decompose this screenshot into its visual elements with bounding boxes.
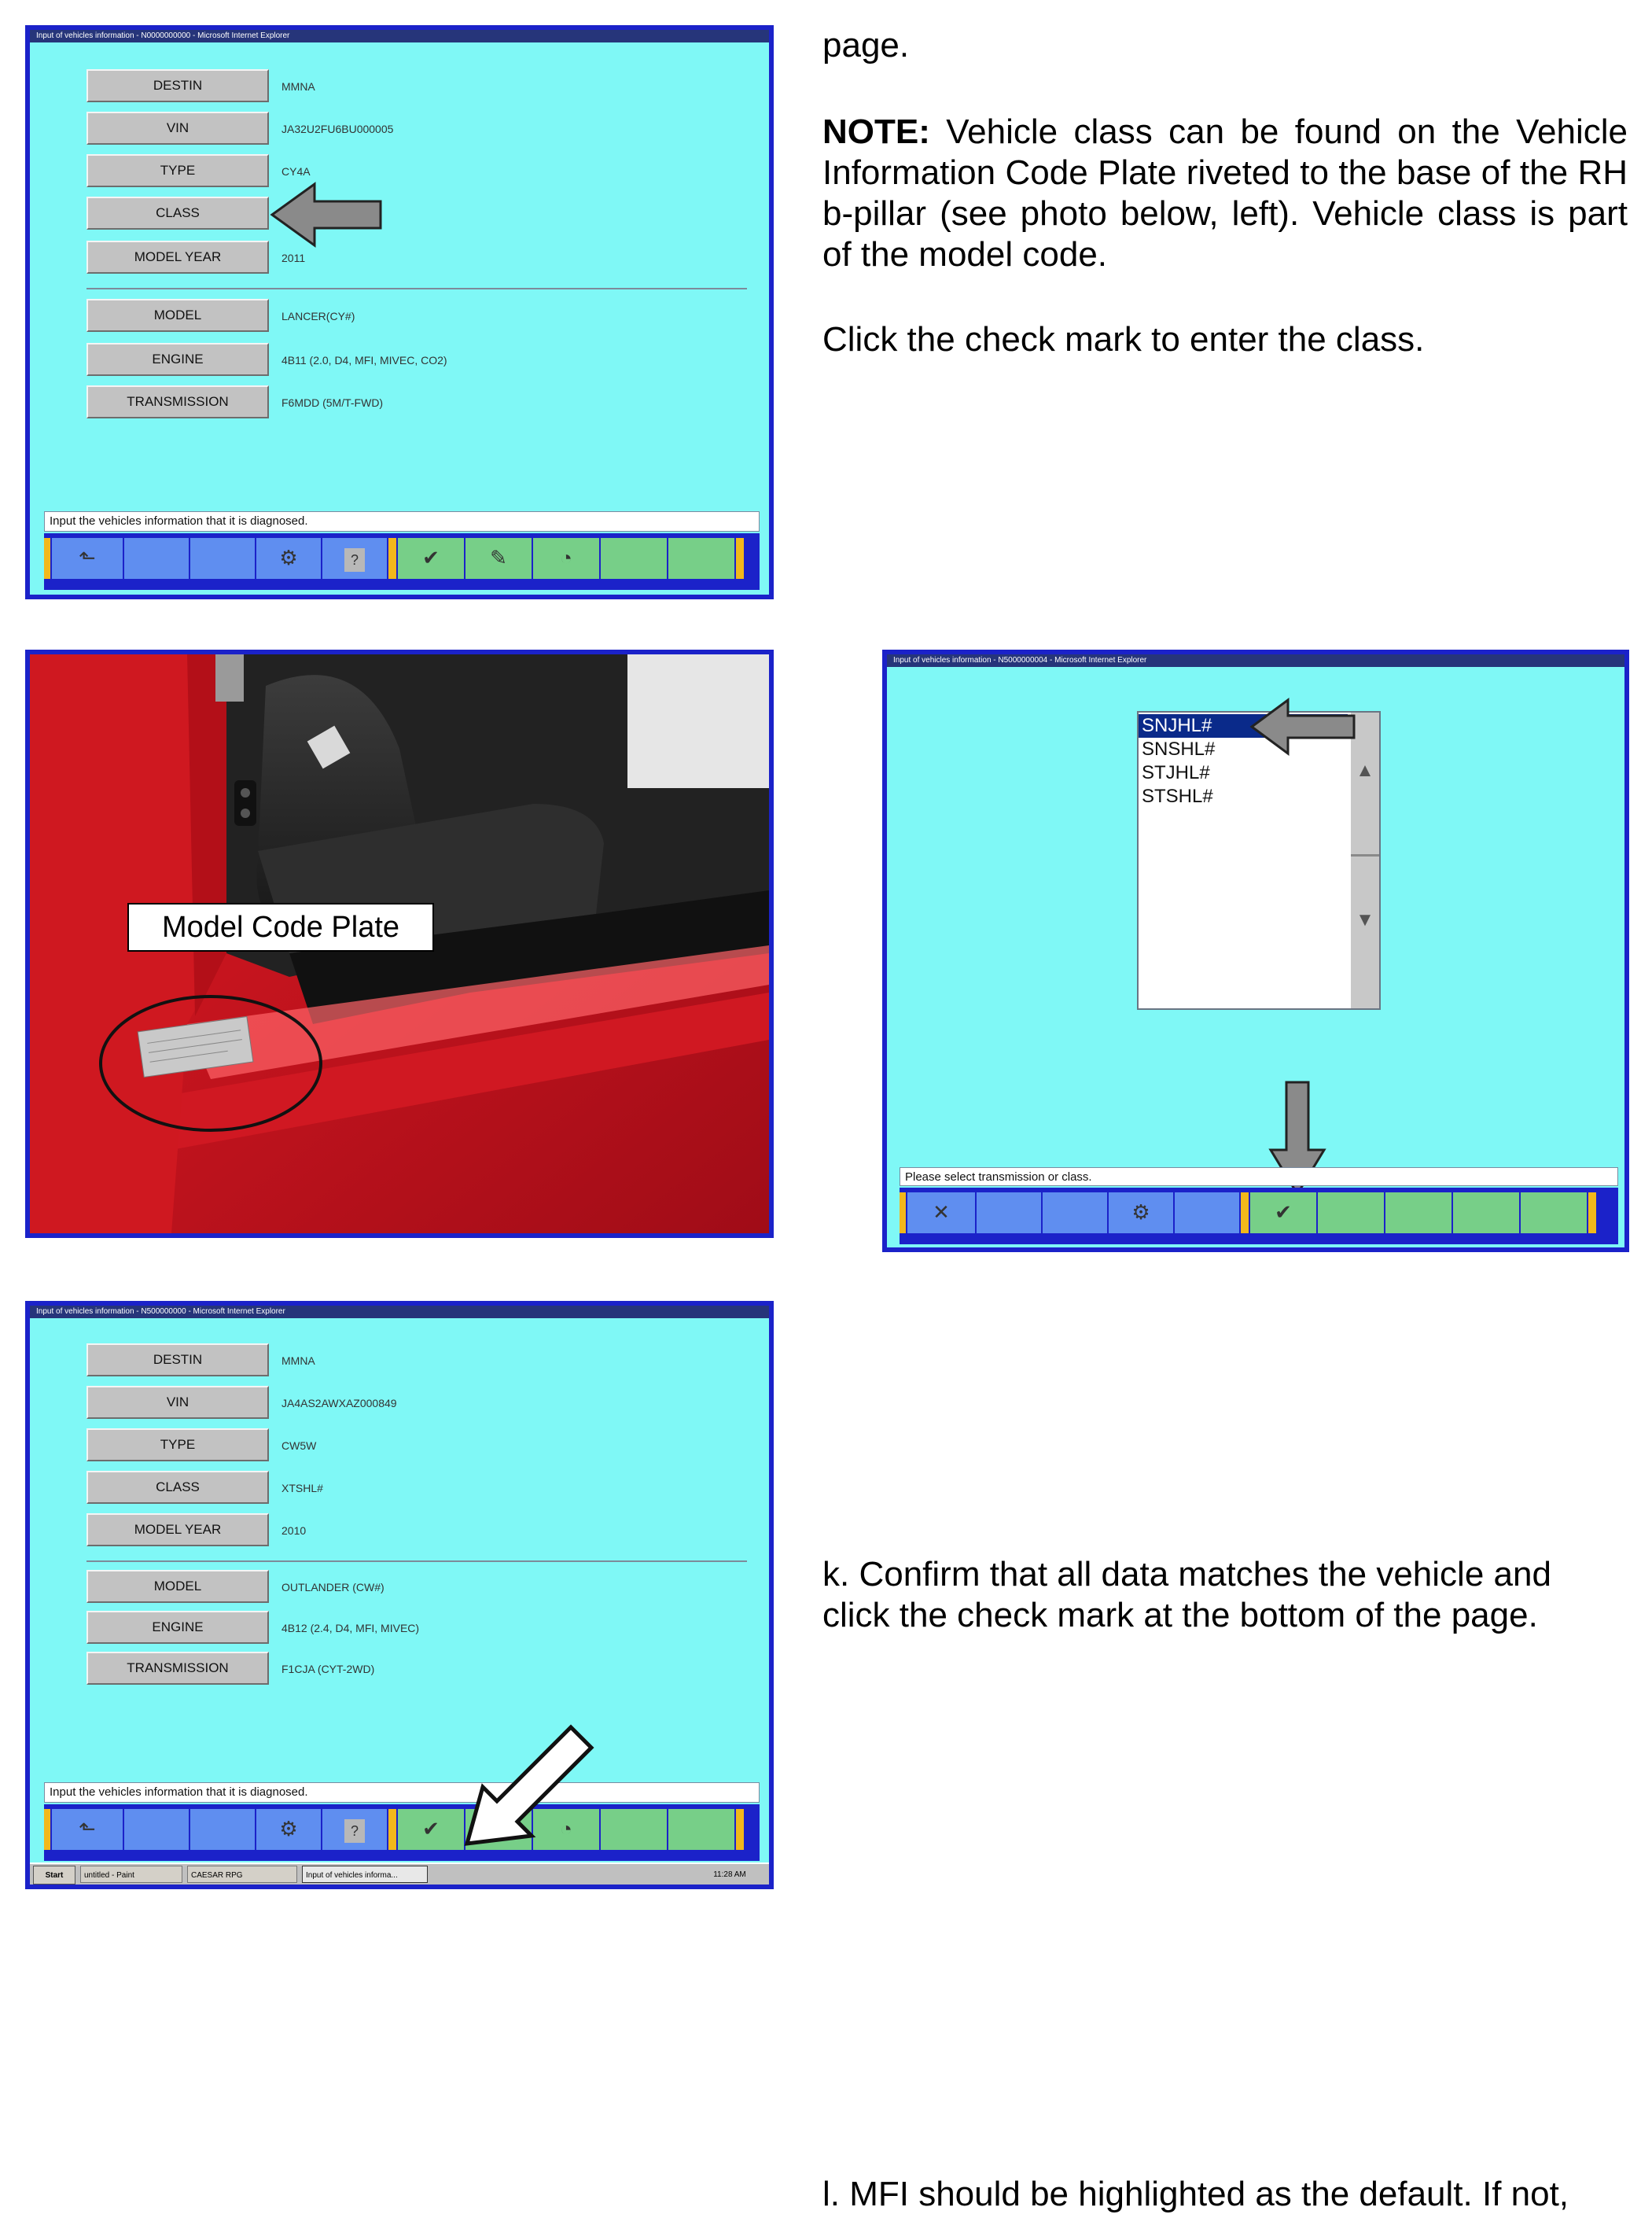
scroll-up-arrow-icon[interactable]: ▲ (1356, 760, 1374, 781)
taskbar (30, 1862, 769, 1886)
scroll-down-arrow-icon[interactable]: ▼ (1356, 909, 1374, 930)
step-l: l. MFI should be highlighted as the default. If not, (822, 2175, 1569, 2213)
note-body: Vehicle class can be found on the Vehicle Information Code Plate riveted to the base of the RH b-pillar (see photo below, left). Vehicle class is part of the model code. (822, 112, 1628, 274)
screenshot-class-select (882, 650, 1629, 1252)
car-button[interactable] (256, 1809, 322, 1850)
window-title: Input of vehicles information - N5000000004 - Microsoft Internet Explorer (887, 654, 1624, 667)
taskbar-item[interactable]: CAESAR RPG (187, 1866, 297, 1883)
type-button[interactable]: TYPE (86, 154, 269, 187)
check-icon: ✔ (422, 1817, 440, 1840)
taskbar-item-active[interactable]: Input of vehicles informa... (302, 1866, 428, 1883)
engine-value: 4B12 (2.4, D4, MFI, MIVEC) (281, 1622, 420, 1634)
list-item[interactable]: STSHL# (1142, 786, 1213, 807)
class-button[interactable]: CLASS (86, 1471, 269, 1504)
car-button[interactable] (1109, 1192, 1175, 1233)
status-bar: Input the vehicles information that it is diagnosed. (44, 1782, 760, 1803)
toolbar-empty-7[interactable] (1521, 1192, 1588, 1233)
vin-value: JA32U2FU6BU000005 (281, 123, 394, 135)
status-bar: Input the vehicles information that it is diagnosed. (44, 511, 760, 532)
toolbar-empty-1[interactable] (977, 1192, 1043, 1233)
callout-text: Model Code Plate (161, 911, 400, 944)
model-year-button[interactable]: MODEL YEAR (86, 1513, 269, 1546)
class-value: XTSHL# (281, 1482, 323, 1494)
engine-value: 4B11 (2.0, D4, MFI, MIVEC, CO2) (281, 354, 447, 367)
toolbar (900, 1188, 1618, 1244)
screenshot-vehicle-info-1 (25, 25, 774, 599)
toolbar-empty-6[interactable] (1453, 1192, 1521, 1233)
list-item[interactable]: STJHL# (1142, 762, 1210, 783)
eraser-button[interactable] (465, 538, 533, 579)
toolbar-divider (1241, 1192, 1250, 1233)
step-k: k. Confirm that all data matches the vehicle and click the check mark at the bottom of the page. (822, 1555, 1551, 1634)
model-year-button[interactable]: MODEL YEAR (86, 241, 269, 274)
destin-button[interactable]: DESTIN (86, 69, 269, 102)
type-value: CW5W (281, 1439, 317, 1452)
up-button[interactable] (52, 1809, 124, 1850)
check-button[interactable] (398, 1809, 465, 1850)
model-value: LANCER(CY#) (281, 310, 355, 322)
pointer-arrow-icon (462, 1713, 604, 1847)
engine-button[interactable]: ENGINE (86, 1611, 269, 1644)
status-bar: Please select transmission or class. (900, 1167, 1618, 1186)
text-page: page. (822, 26, 910, 64)
model-button[interactable]: MODEL (86, 299, 269, 332)
car-icon: ⚙ (279, 546, 298, 569)
transmission-value: F6MDD (5M/T-FWD) (281, 396, 384, 409)
up-button[interactable] (52, 538, 124, 579)
toolbar-empty-4[interactable] (668, 1809, 736, 1850)
pointer-arrow-icon (269, 179, 387, 250)
toolbar-empty-3[interactable] (601, 1809, 668, 1850)
check-icon: ✔ (422, 546, 440, 569)
gauge-icon: ◔ (560, 546, 572, 569)
help-icon: ? (344, 548, 365, 572)
car-icon: ⚙ (279, 1817, 298, 1840)
toolbar-divider (388, 538, 398, 579)
divider (86, 288, 747, 289)
note-paragraph (822, 112, 1628, 275)
toolbar-edge (44, 538, 52, 579)
type-button[interactable]: TYPE (86, 1428, 269, 1461)
toolbar-empty-5[interactable] (1385, 1192, 1453, 1233)
model-button[interactable]: MODEL (86, 1570, 269, 1603)
door-sill-photo (25, 650, 774, 1238)
car-icon: ⚙ (1131, 1200, 1150, 1224)
vin-button[interactable]: VIN (86, 1386, 269, 1419)
tray-clock: 11:28 AM (713, 1870, 746, 1879)
up-arrow-icon: ⬑ (79, 1817, 96, 1840)
type-value: CY4A (281, 165, 311, 178)
taskbar-item[interactable]: untitled - Paint (80, 1866, 182, 1883)
start-button[interactable]: Start (33, 1866, 75, 1885)
destin-value: MMNA (281, 80, 315, 93)
toolbar-edge-right (1588, 1192, 1598, 1233)
screenshot-vehicle-info-2 (25, 1301, 774, 1889)
pointer-arrow-icon (1249, 695, 1359, 758)
toolbar (44, 533, 760, 590)
toolbar-empty-1[interactable] (124, 1809, 190, 1850)
vin-value: JA4AS2AWXAZ000849 (281, 1397, 397, 1409)
check-button[interactable] (398, 538, 465, 579)
divider (86, 1560, 747, 1562)
toolbar-edge (44, 1809, 52, 1850)
toolbar-divider (388, 1809, 398, 1850)
help-icon: ? (344, 1819, 365, 1843)
help-button[interactable] (322, 538, 388, 579)
note-label: NOTE: (822, 112, 930, 151)
toolbar-empty-3[interactable] (1175, 1192, 1241, 1233)
toolbar-empty-1[interactable] (124, 538, 190, 579)
scroll-divider (1351, 854, 1379, 857)
toolbar-empty-2[interactable] (190, 538, 256, 579)
toolbar-empty-2[interactable] (1043, 1192, 1109, 1233)
check-icon: ✔ (1275, 1200, 1292, 1224)
check-button[interactable] (1250, 1192, 1318, 1233)
transmission-button[interactable]: TRANSMISSION (86, 1652, 269, 1685)
click-instruction: Click the check mark to enter the class. (822, 320, 1425, 359)
destin-value: MMNA (281, 1354, 315, 1367)
transmission-button[interactable]: TRANSMISSION (86, 385, 269, 418)
gauge-icon: ◔ (560, 1817, 572, 1840)
vin-button[interactable]: VIN (86, 112, 269, 145)
toolbar-empty-4[interactable] (668, 538, 736, 579)
window-title: Input of vehicles information - N0000000000 - Microsoft Internet Explorer (30, 30, 769, 42)
model-code-plate-callout (127, 903, 434, 952)
toolbar-empty-3[interactable] (601, 538, 668, 579)
close-icon: ✕ (933, 1200, 950, 1224)
gauge-button[interactable] (533, 538, 601, 579)
list-item[interactable]: SNSHL# (1142, 739, 1216, 760)
list-item-selected[interactable]: SNJHL# (1139, 714, 1348, 738)
destin-button[interactable]: DESTIN (86, 1343, 269, 1376)
toolbar (44, 1804, 760, 1861)
model-value: OUTLANDER (CW#) (281, 1581, 384, 1593)
toolbar-edge-right (736, 1809, 745, 1850)
engine-button[interactable]: ENGINE (86, 343, 269, 376)
toolbar-empty-2[interactable] (190, 1809, 256, 1850)
eraser-icon: ✎ (490, 546, 507, 569)
car-button[interactable] (256, 538, 322, 579)
help-button[interactable] (322, 1809, 388, 1850)
up-arrow-icon: ⬑ (79, 546, 96, 569)
model-year-value: 2010 (281, 1524, 307, 1537)
class-button[interactable]: CLASS (86, 197, 269, 230)
close-button[interactable] (907, 1192, 977, 1233)
toolbar-edge-right (736, 538, 745, 579)
toolbar-edge (900, 1192, 907, 1233)
transmission-value: F1CJA (CYT-2WD) (281, 1663, 375, 1675)
window-title: Input of vehicles information - N500000000 - Microsoft Internet Explorer (30, 1306, 769, 1318)
model-year-value: 2011 (281, 252, 306, 264)
toolbar-empty-4[interactable] (1318, 1192, 1385, 1233)
